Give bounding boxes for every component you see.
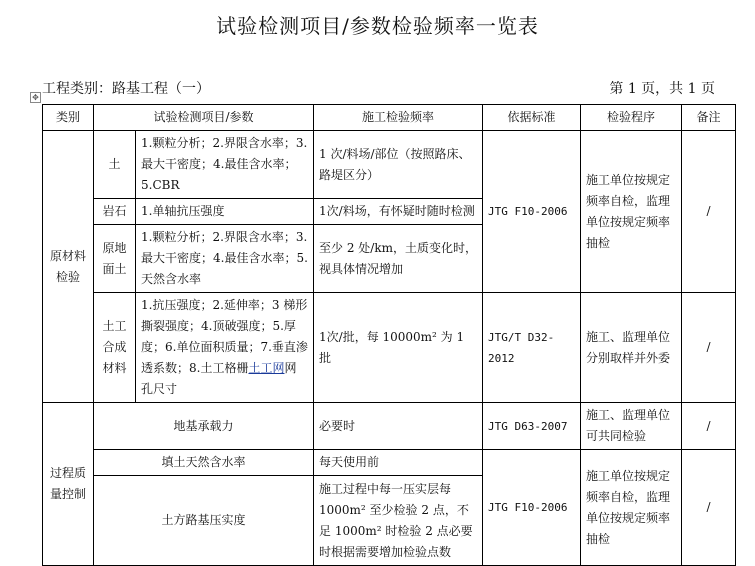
standard-cell: JTG/T D32-2012 (483, 293, 581, 403)
item-cell: 土 (94, 131, 136, 199)
header-item: 试验检测项目/参数 (94, 105, 314, 131)
params-text-end: 网孔尺寸 (141, 361, 297, 396)
table-row (43, 293, 736, 403)
params-cell: 1.单轴抗压强度 (136, 199, 314, 225)
frequency-cell: 必要时 (314, 403, 483, 450)
frequency-cell: 至少 2 处/km，土质变化时，视具体情况增加 (314, 225, 483, 293)
procedure-cell: 施工、监理单位可共同检验 (581, 403, 682, 450)
category-cell: 原材料检验 (43, 131, 94, 403)
note-cell: / (682, 450, 736, 566)
table-row (43, 403, 736, 450)
frequency-cell: 施工过程中每一压实层每 1000m² 至少检验 2 点，不足 1000m² 时检验 2 点必要时根据需要增加检验点数 (314, 476, 483, 566)
params-link[interactable]: 土工网 (248, 361, 285, 375)
frequency-cell: 1 次/料场/部位（按照路床、路堤区分） (314, 131, 483, 199)
header-note: 备注 (682, 105, 736, 131)
procedure-cell: 施工、监理单位分别取样并外委 (581, 293, 682, 403)
standard-cell: JTG D63-2007 (483, 403, 581, 450)
page-info: 第 1 页，共 1 页 (609, 81, 715, 97)
document-title: 试验检测项目/参数检验频率一览表 (216, 14, 539, 38)
project-category: 工程类别：路基工程（一） (42, 81, 210, 97)
params-cell (136, 293, 314, 403)
table-row (43, 450, 736, 476)
note-cell: / (682, 403, 736, 450)
item-cell: 填土天然含水率 (94, 450, 314, 476)
procedure-cell: 施工单位按规定频率自检，监理单位按规定频率抽检 (581, 450, 682, 566)
standard-cell: JTG F10-2006 (483, 450, 581, 566)
params-cell: 1.颗粒分析；2.界限含水率；3.最大干密度；4.最佳含水率；5.天然含水率 (136, 225, 314, 293)
frequency-cell: 1次/料场，有怀疑时随时检测 (314, 199, 483, 225)
params-cell: 1.颗粒分析；2.界限含水率；3.最大干密度；4.最佳含水率；5.CBR (136, 131, 314, 199)
frequency-table (42, 104, 736, 566)
header-frequency: 施工检验频率 (314, 105, 483, 131)
header-procedure: 检验程序 (581, 105, 682, 131)
params-text: 1.抗压强度；2.延伸率；3 梯形撕裂强度；4.顶破强度；5.厚度；6.单位面积质量；7.垂直渗透系数；8.土工格栅 (141, 298, 308, 375)
table-row (43, 131, 736, 199)
category-cell: 过程质量控制 (43, 403, 94, 566)
item-cell: 地基承载力 (94, 403, 314, 450)
header-category: 类别 (43, 105, 94, 131)
note-cell: / (682, 293, 736, 403)
item-cell: 原地面土 (94, 225, 136, 293)
header-standard: 依据标准 (483, 105, 581, 131)
frequency-cell: 1次/批，每 10000m² 为 1 批 (314, 293, 483, 403)
item-cell: 土工合成材料 (94, 293, 136, 403)
item-cell: 岩石 (94, 199, 136, 225)
item-cell: 土方路基压实度 (94, 476, 314, 566)
header-row (43, 105, 736, 131)
frequency-cell: 每天使用前 (314, 450, 483, 476)
table-move-handle-icon[interactable]: ✥ (30, 92, 41, 103)
standard-cell: JTG F10-2006 (483, 131, 581, 293)
note-cell: / (682, 131, 736, 293)
procedure-cell: 施工单位按规定频率自检，监理单位按规定频率抽检 (581, 131, 682, 293)
